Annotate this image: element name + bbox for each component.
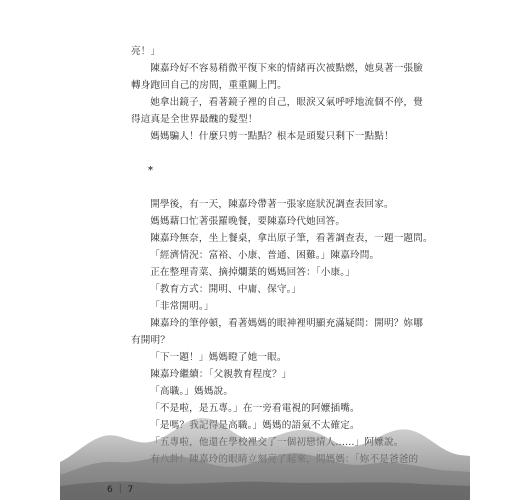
text-line: 「教育方式：開明、中庸、保守。」 bbox=[150, 284, 302, 295]
text-line: 開學後，有一天，陳嘉玲帶著一張家庭狀況調查表回家。 bbox=[150, 199, 394, 210]
text-line: 「不是啦，是五專。」在一旁看電視的阿嬤插嘴。 bbox=[150, 403, 360, 414]
page-number-left: 6 bbox=[107, 485, 113, 495]
text-line: 「經濟情況：富裕、小康、普通、困難。」陳嘉玲問。 bbox=[150, 250, 380, 261]
text-line: 陳嘉玲好不容易稍微平復下來的情緒再次被點燃，她臭著一張臉 bbox=[150, 63, 424, 74]
text-line: 正在整理青菜、摘掉爛葉的媽媽回答：「小康。」 bbox=[150, 267, 355, 278]
spacer bbox=[131, 179, 411, 196]
text-line: 她拿出鏡子，看著鏡子裡的自己，眼淚又氣呼呼地流個不停，覺 bbox=[150, 97, 424, 108]
text-line: 有開明？ bbox=[131, 335, 170, 346]
text-line: 陳嘉玲無奈，坐上餐桌，拿出原子筆，看著調查表，一題一題問。 bbox=[150, 233, 433, 244]
text-line: 陳嘉玲繼續：「父親教育程度？」 bbox=[150, 369, 292, 380]
spacer bbox=[131, 145, 411, 162]
page-number bbox=[107, 482, 133, 495]
text-line: 「非常開明。」 bbox=[150, 301, 214, 312]
page-number-separator: ｜ bbox=[115, 485, 125, 495]
text-line: 轉身跑回自己的房間，重重關上門。 bbox=[131, 80, 287, 91]
text-line: 得這真是全世界最醜的髮型！ bbox=[131, 114, 258, 125]
ink-mountain-decoration bbox=[0, 400, 520, 500]
text-line: 陳嘉玲的筆停頓，看著媽媽的眼神裡明顯充滿疑問：開明？妳哪 bbox=[150, 318, 424, 329]
text-line: 媽媽藉口忙著張羅晚餐，要陳嘉玲代她回答。 bbox=[150, 216, 346, 227]
text-line: 媽媽騙人！什麼只剪一點點？根本是頭髮只剩下一點點！ bbox=[150, 131, 394, 142]
text-line: 「高職。」媽媽說。 bbox=[150, 386, 234, 397]
text-line: 「是嗎？我記得是高職。」媽媽的語氣不太確定。 bbox=[150, 420, 360, 431]
section-separator: * bbox=[148, 165, 154, 176]
text-line: 「下一題！」媽媽瞪了她一眼。 bbox=[150, 352, 287, 363]
text-line: 亮！」 bbox=[131, 46, 161, 57]
page-number-right: 7 bbox=[127, 485, 134, 495]
